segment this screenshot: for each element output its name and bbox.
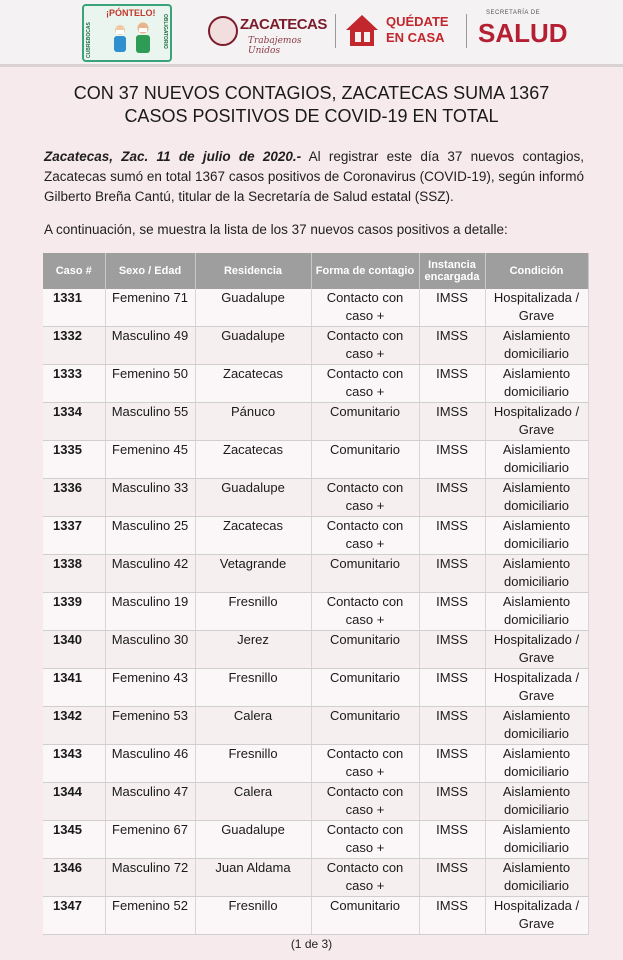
cases-table [43,253,589,935]
cubrebocas-campaign-logo [82,4,172,62]
case-number-cell: 1339 [43,593,105,631]
contagion-type-cell: Comunitario [311,897,419,935]
contagion-type-cell: Comunitario [311,555,419,593]
secretaria-salud-logo [478,10,576,52]
person-mask-icon [134,22,152,54]
campaign-left-text: CUBREBOCAS [86,22,92,58]
case-number-cell: 1347 [43,897,105,935]
table-row [43,365,588,403]
residence-cell: Guadalupe [195,327,311,365]
header-sexo-edad: Sexo / Edad [105,253,195,289]
page-title: CON 37 NUEVOS CONTAGIOS, ZACATECAS SUMA 1367 CASOS POSITIVOS DE COVID-19 EN TOTAL [73,83,550,126]
contagion-type-cell: Contacto con caso + [311,517,419,555]
sex-age-cell: Masculino 19 [105,593,195,631]
sex-age-cell: Femenino 67 [105,821,195,859]
case-number-cell: 1337 [43,517,105,555]
quedate-en-casa-logo [344,10,456,52]
condition-cell: Aislamiento domiciliario [485,783,588,821]
contagion-type-cell: Comunitario [311,707,419,745]
residence-cell: Zacatecas [195,517,311,555]
table-header-row [43,253,588,289]
institution-cell: IMSS [419,555,485,593]
institution-cell: IMSS [419,783,485,821]
logo-divider [335,14,336,48]
case-number-cell: 1335 [43,441,105,479]
residence-cell: Juan Aldama [195,859,311,897]
sex-age-cell: Masculino 46 [105,745,195,783]
table-row [43,669,588,707]
table-row [43,745,588,783]
table-row [43,479,588,517]
institution-cell: IMSS [419,821,485,859]
sex-age-cell: Masculino 72 [105,859,195,897]
case-number-cell: 1333 [43,365,105,403]
sex-age-cell: Femenino 50 [105,365,195,403]
table-row [43,783,588,821]
condition-cell: Aislamiento domiciliario [485,707,588,745]
sex-age-cell: Masculino 49 [105,327,195,365]
table-row [43,441,588,479]
list-intro: A continuación, se muestra la lista de los 37 nuevos casos positivos a detalle: [44,222,508,237]
residence-cell: Guadalupe [195,289,311,327]
condition-cell: Hospitalizada / Grave [485,289,588,327]
institution-cell: IMSS [419,365,485,403]
residence-cell: Calera [195,783,311,821]
sex-age-cell: Femenino 43 [105,669,195,707]
sex-age-cell: Femenino 52 [105,897,195,935]
condition-cell: Hospitalizada / Grave [485,897,588,935]
salud-top-text: SECRETARÍA DE [486,10,541,16]
contagion-type-cell: Comunitario [311,441,419,479]
residence-cell: Fresnillo [195,745,311,783]
header-condicion: Condición [485,253,588,289]
contagion-type-cell: Contacto con caso + [311,593,419,631]
institution-cell: IMSS [419,859,485,897]
sex-age-cell: Femenino 71 [105,289,195,327]
table-row [43,631,588,669]
contagion-type-cell: Comunitario [311,669,419,707]
residence-cell: Guadalupe [195,821,311,859]
case-number-cell: 1344 [43,783,105,821]
intro-body: Al registrar este día 37 nuevos contagios, Zacatecas sumó en total 1367 casos positivos de Coronavirus (COVID-19), según informó Gilberto Breña Cantú, titular de la Secretaría de Salud estatal (SSZ). [44,149,584,204]
institution-cell: IMSS [419,327,485,365]
institution-cell: IMSS [419,403,485,441]
residence-cell: Fresnillo [195,897,311,935]
institution-cell: IMSS [419,441,485,479]
zacatecas-government-logo [208,12,328,56]
sex-age-cell: Masculino 42 [105,555,195,593]
case-number-cell: 1340 [43,631,105,669]
institution-cell: IMSS [419,745,485,783]
header-residencia: Residencia [195,253,311,289]
header-divider [0,64,623,67]
condition-cell: Aislamiento domiciliario [485,365,588,403]
institution-cell: IMSS [419,593,485,631]
institution-cell: IMSS [419,669,485,707]
quedate-line2: EN CASA [386,30,445,45]
residence-cell: Zacatecas [195,365,311,403]
table-row [43,555,588,593]
sex-age-cell: Masculino 47 [105,783,195,821]
residence-cell: Vetagrande [195,555,311,593]
condition-cell: Hospitalizado / Grave [485,403,588,441]
contagion-type-cell: Contacto con caso + [311,289,419,327]
logo-divider [466,14,467,48]
condition-cell: Aislamiento domiciliario [485,441,588,479]
header-logos [0,0,623,64]
sex-age-cell: Femenino 53 [105,707,195,745]
case-number-cell: 1338 [43,555,105,593]
contagion-type-cell: Contacto con caso + [311,859,419,897]
condition-cell: Aislamiento domiciliario [485,517,588,555]
condition-cell: Aislamiento domiciliario [485,821,588,859]
table-row [43,403,588,441]
contagion-type-cell: Contacto con caso + [311,821,419,859]
condition-cell: Aislamiento domiciliario [485,327,588,365]
house-icon [344,12,380,48]
condition-cell: Aislamiento domiciliario [485,555,588,593]
institution-cell: IMSS [419,631,485,669]
residence-cell: Zacatecas [195,441,311,479]
sex-age-cell: Masculino 33 [105,479,195,517]
case-number-cell: 1332 [43,327,105,365]
sex-age-cell: Masculino 55 [105,403,195,441]
table-row [43,859,588,897]
zacatecas-tagline: Trabajemos Unidos [248,36,302,56]
quedate-line1: QUÉDATE [386,14,449,29]
condition-cell: Aislamiento domiciliario [485,479,588,517]
contagion-type-cell: Contacto con caso + [311,783,419,821]
salud-word: SALUD [478,18,568,48]
contagion-type-cell: Comunitario [311,631,419,669]
header-forma-contagio: Forma de contagio [311,253,419,289]
condition-cell: Aislamiento domiciliario [485,859,588,897]
institution-cell: IMSS [419,897,485,935]
table-row [43,707,588,745]
intro-paragraph [44,147,584,207]
table-row [43,517,588,555]
state-seal-icon [208,16,238,46]
contagion-type-cell: Comunitario [311,403,419,441]
table-row [43,289,588,327]
institution-cell: IMSS [419,707,485,745]
contagion-type-cell: Contacto con caso + [311,479,419,517]
condition-cell: Aislamiento domiciliario [485,593,588,631]
case-number-cell: 1331 [43,289,105,327]
table-row [43,897,588,935]
page-number: (1 de 3) [290,937,333,951]
zacatecas-name: ZACATECAS [240,16,327,33]
contagion-type-cell: Contacto con caso + [311,327,419,365]
contagion-type-cell: Contacto con caso + [311,745,419,783]
campaign-right-text: OBLIGATORIO [162,14,168,49]
table-row [43,327,588,365]
table-body [43,289,588,935]
sex-age-cell: Femenino 45 [105,441,195,479]
residence-cell: Jerez [195,631,311,669]
case-number-cell: 1343 [43,745,105,783]
residence-cell: Fresnillo [195,593,311,631]
condition-cell: Hospitalizada / Grave [485,669,588,707]
residence-cell: Pánuco [195,403,311,441]
institution-cell: IMSS [419,517,485,555]
campaign-title: ¡PÓNTELO! [106,8,156,18]
dateline: Zacatecas, Zac. 11 de julio de 2020.- [44,149,302,164]
case-number-cell: 1345 [43,821,105,859]
residence-cell: Calera [195,707,311,745]
institution-cell: IMSS [419,479,485,517]
case-number-cell: 1341 [43,669,105,707]
residence-cell: Fresnillo [195,669,311,707]
contagion-type-cell: Contacto con caso + [311,365,419,403]
residence-cell: Guadalupe [195,479,311,517]
case-number-cell: 1336 [43,479,105,517]
case-number-cell: 1334 [43,403,105,441]
header-caso: Caso # [43,253,105,289]
case-number-cell: 1346 [43,859,105,897]
person-mask-icon [112,24,128,54]
condition-cell: Hospitalizado / Grave [485,631,588,669]
case-number-cell: 1342 [43,707,105,745]
header-instancia: Instancia encargada [419,253,485,289]
condition-cell: Aislamiento domiciliario [485,745,588,783]
table-row [43,593,588,631]
sex-age-cell: Masculino 30 [105,631,195,669]
sex-age-cell: Masculino 25 [105,517,195,555]
table-row [43,821,588,859]
institution-cell: IMSS [419,289,485,327]
